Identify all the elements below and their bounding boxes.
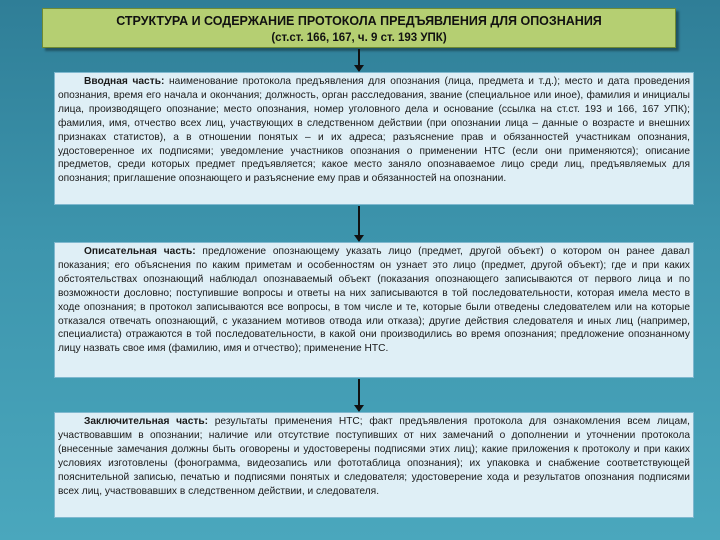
section-descriptive (54, 242, 694, 378)
arrow-1 (358, 49, 360, 71)
title-line-2: (ст.ст. 166, 167, ч. 9 ст. 193 УПК) (271, 32, 447, 44)
section-intro-paragraph (58, 75, 690, 186)
section-descriptive-text: предложение опознающему указать лицо (предмет, другой объект) о котором он ранее давал показания; его объяснения по каким приметам и особенностям он узнает это лицо (предмет, другой объект); где и при каких обстоятельствах опознающий наблюдал опознаваемый объект (показания опознающего записываются от первого лица и по возможности дословно; поступившие вопросы и ответы на них записываются в той последовательности, которая имела место в ходе опознания; в протокол записываются все вопросы, в том числе и те, которые были отведены следователем или на которые отказался отвечать опознающий, с указанием мотивов отвода или отказа); другие действия следователя и иных лиц (например, специалиста) отражаются в той последовательности, в какой они производились во время опознания; предложение опознанному лицу назвать свое имя (фамилию, имя и отчество); применение НТС. (58, 246, 690, 355)
title-line-1: СТРУКТУРА И СОДЕРЖАНИЕ ПРОТОКОЛА ПРЕДЪЯВЛЕНИЯ ДЛЯ ОПОЗНАНИЯ (116, 14, 602, 28)
arrow-3 (358, 379, 360, 411)
section-intro-heading: Вводная часть: (84, 76, 165, 87)
section-descriptive-paragraph (58, 245, 690, 356)
diagram-title (42, 8, 676, 48)
section-descriptive-heading: Описательная часть: (84, 246, 196, 257)
section-final (54, 412, 694, 518)
section-final-text: результаты применения НТС; факт предъявления протокола для ознакомления всем лицам, участвовавшим в опознании; наличие или отсутствие поступивших от них замечаний о дополнении и уточнении протокола (внесенные замечания должны быть оговорены и удостоверены подписями этих лиц); какие приложения к протоколу и при каких условиях изготовлены (фонограмма, видеозапись или фототаблица опознания); их упаковка и снабжение соответствующей пояснительной записью, печатью и подписями понятых и следователя; удостоверение хода и результатов опознания подписями всех лиц, участвовавших в следственном действии, и следователя. (58, 416, 690, 497)
section-final-heading: Заключительная часть: (84, 416, 209, 427)
section-intro (54, 72, 694, 205)
section-intro-text: наименование протокола предъявления для опознания (лица, предмета и т.д.); место и дата проведения опознания, время его начала и окончания; должность, орган расследования, звание (специальное или иное), фамилия и инициалы лица, производящего опознание; место опознания, номер уголовного дела и основание (ссылка на ст.ст. 193 и 166, 167 УПК); фамилия, имя, отчество всех лиц, участвующих в следственном действии (при опознании лица – данные о возрасте и внешних признаках статистов), а в отношении понятых – и их адреса; разъяснение прав и обязанностей участникам опознания, удостоверенное их подписями; уведомление участников опознания о применении НТС (если они применяются); описание предметов, среди которых предмет предъявляется; какое место заняло опознаваемое лицо среди лиц, предъявляемых для опознания; приглашение опознающего и разъяснение ему прав и обязанностей на опознании. (58, 76, 690, 185)
arrow-2 (358, 206, 360, 241)
section-final-paragraph (58, 415, 690, 498)
